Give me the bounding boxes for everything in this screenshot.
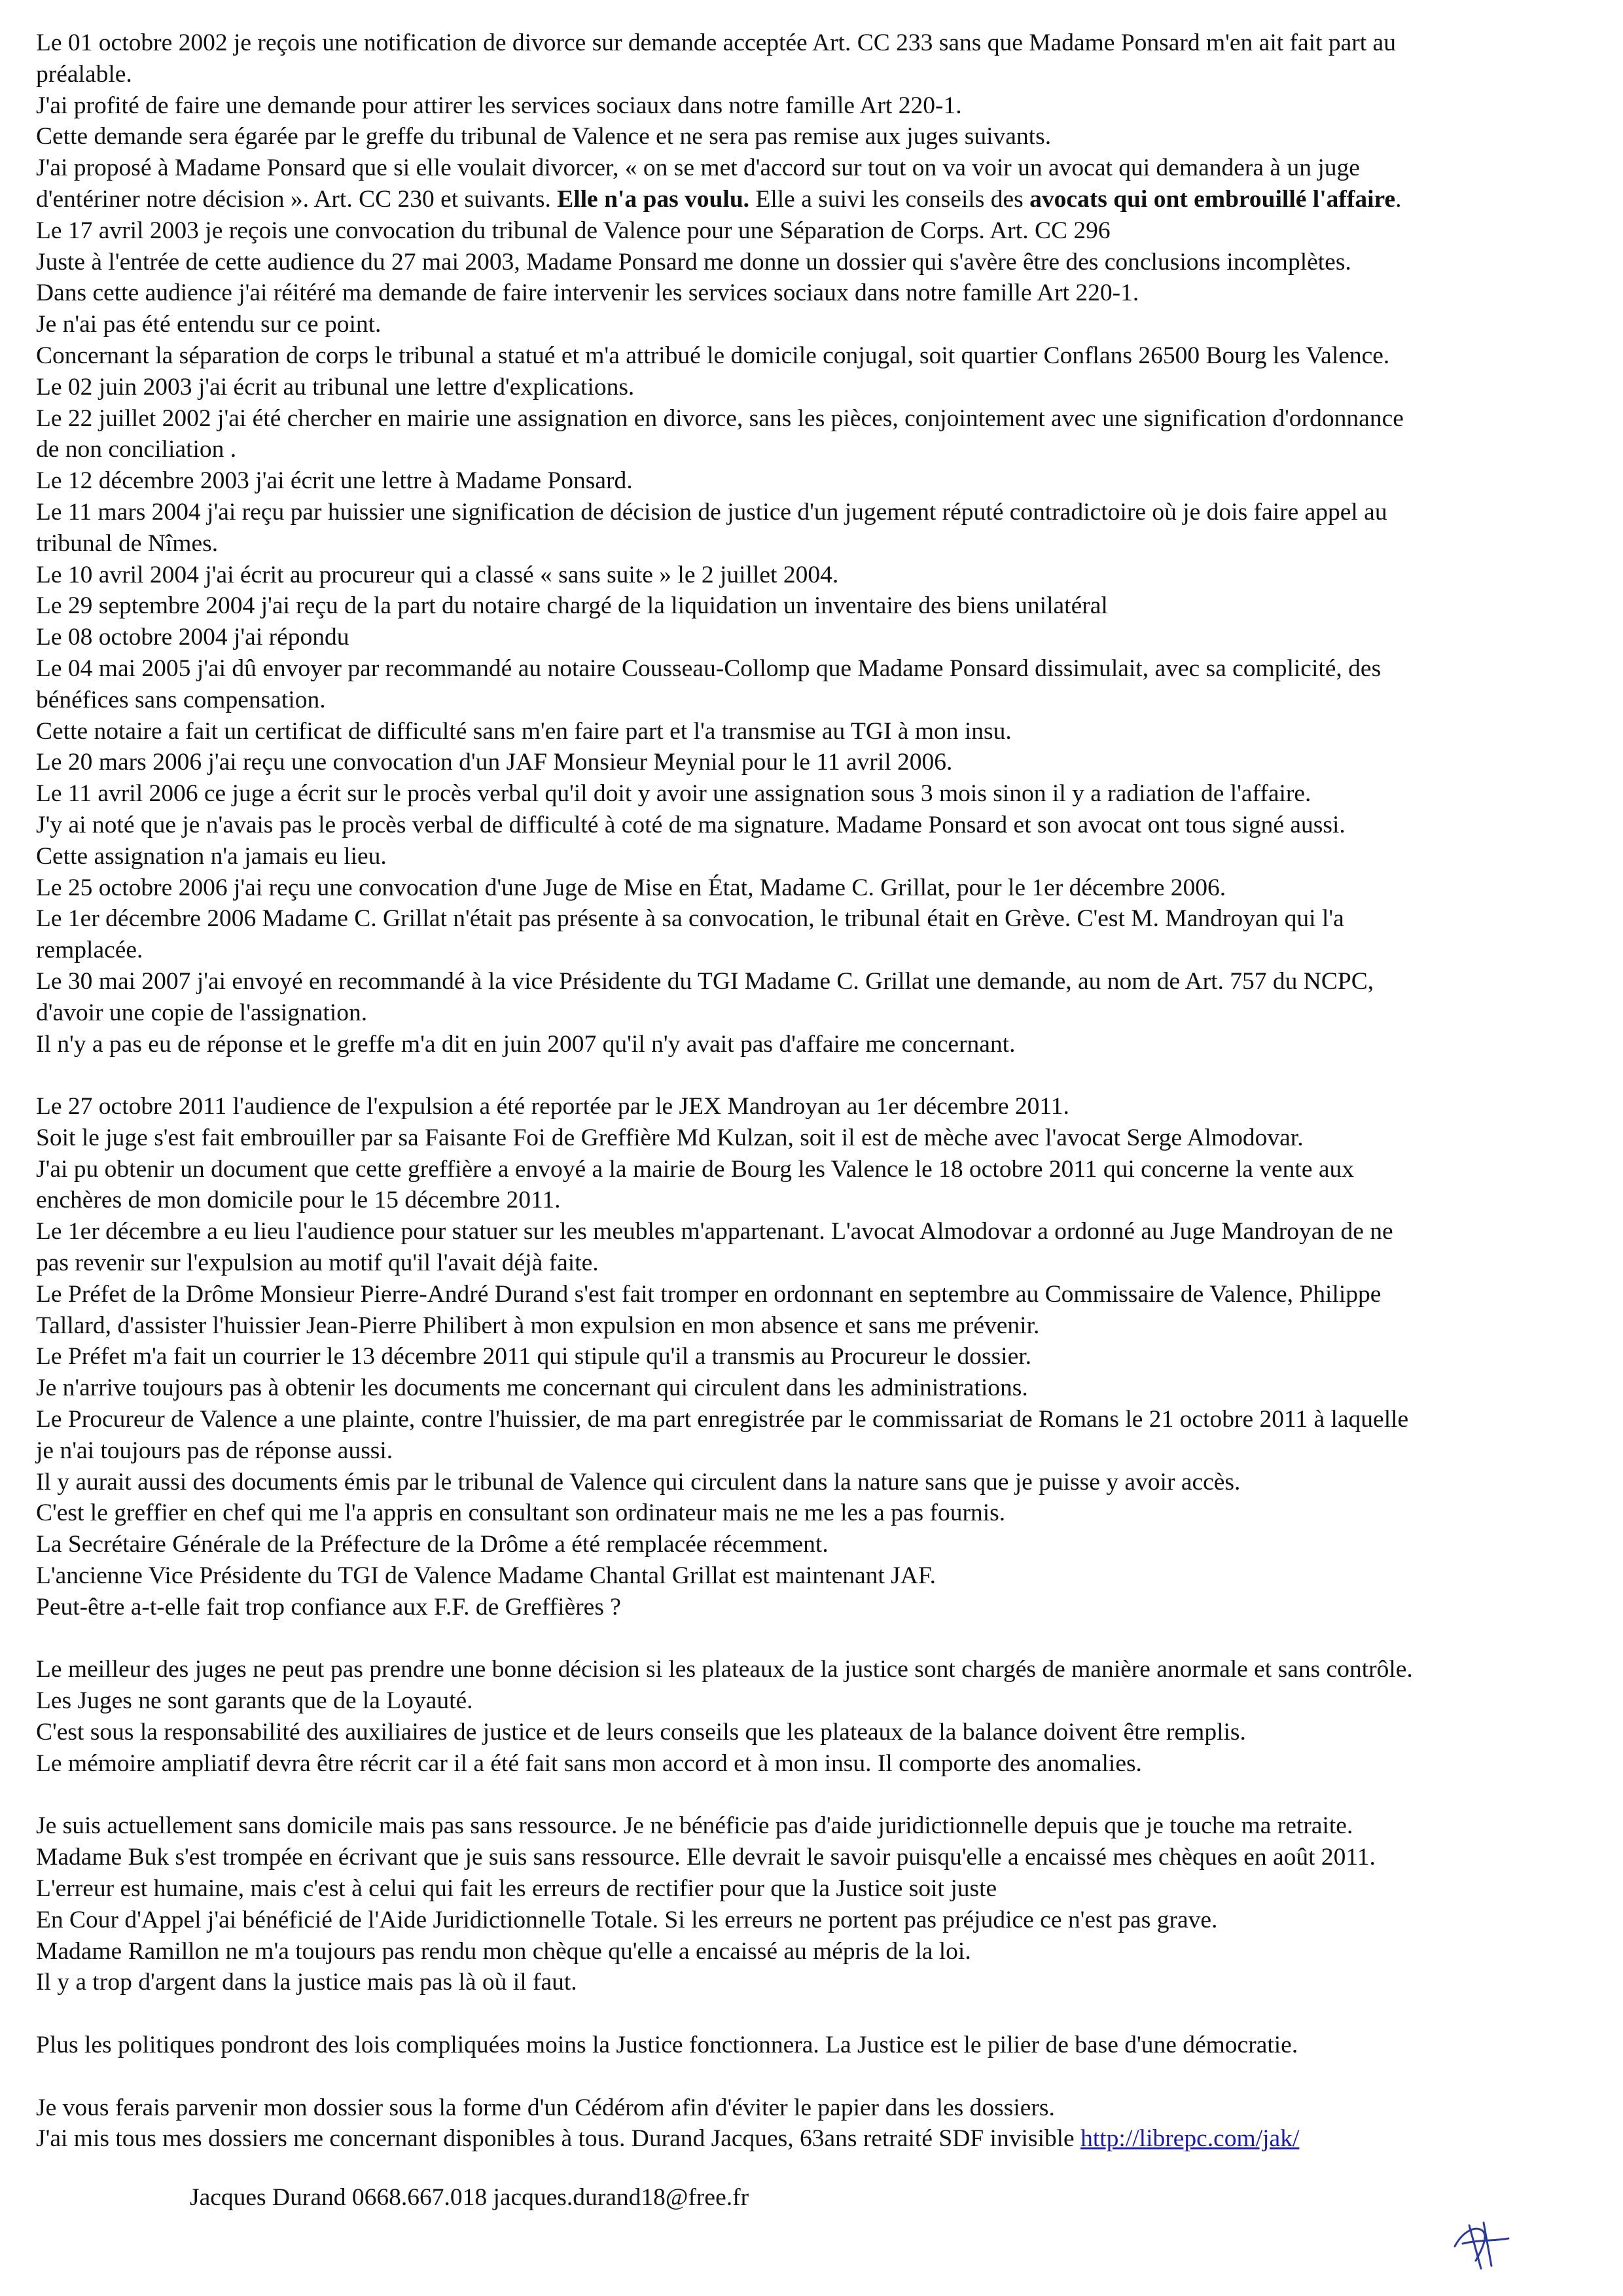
bold-emphasis: avocats qui ont embrouillé l'affaire — [1029, 185, 1396, 213]
text-line: Il n'y a pas eu de réponse et le greffe m'a dit en juin 2007 qu'il n'y avait pas d'affaire me concernant. — [36, 1030, 1016, 1058]
text-line: Le mémoire ampliatif devra être récrit car il a été fait sans mon accord et à mon insu. Il comporte des anomalies. — [36, 1749, 1142, 1777]
text-line: Cette notaire a fait un certificat de difficulté sans m'en faire part et l'a transmise au TGI à mon insu. — [36, 717, 1012, 745]
text-line: d'avoir une copie de l'assignation. — [36, 999, 368, 1026]
text-line: Le 12 décembre 2003 j'ai écrit une lettre à Madame Ponsard. — [36, 467, 633, 495]
text-line: Le 27 octobre 2011 l'audience de l'expulsion a été reportée par le JEX Mandroyan au 1er décembre 2011. — [36, 1093, 1069, 1121]
text-line: Peut-être a-t-elle fait trop confiance aux F.F. de Greffières ? — [36, 1593, 621, 1621]
text-line: J'y ai noté que je n'avais pas le procès verbal de difficulté à coté de ma signature. Madame Ponsard et son avocat ont tous signé aussi. — [36, 811, 1346, 838]
text-line: Le Préfet m'a fait un courrier le 13 décembre 2011 qui stipule qu'il a transmis au Procureur le dossier. — [36, 1343, 1032, 1371]
letter-body — [36, 27, 1567, 2155]
paragraph-gap — [36, 2061, 1567, 2092]
text-segment: J'ai mis tous mes dossiers me concernant disponibles à tous. Durand Jacques, 63ans retraité SDF invisible — [36, 2125, 1081, 2153]
text-line: tribunal de Nîmes. — [36, 529, 219, 557]
text-line: Il y a trop d'argent dans la justice mais pas là où il faut. — [36, 1969, 577, 1996]
paragraph-gap — [36, 1780, 1567, 1811]
text-line: Juste à l'entrée de cette audience du 27 mai 2003, Madame Ponsard me donne un dossier qui s'avère être des conclusions incomplètes. — [36, 248, 1351, 276]
paragraph-gap — [36, 1623, 1567, 1655]
text-line: Je n'arrive toujours pas à obtenir les documents me concernant qui circulent dans les administrations. — [36, 1374, 1028, 1402]
text-line: Le 10 avril 2004 j'ai écrit au procureur qui a classé « sans suite » le 2 juillet 2004. — [36, 561, 839, 588]
text-line — [36, 2123, 1567, 2155]
text-line: Le 11 avril 2006 ce juge a écrit sur le procès verbal qu'il doit y avoir une assignation sous 3 mois sinon il y a radiation de l'affaire. — [36, 780, 1311, 808]
text-line: Je vous ferais parvenir mon dossier sous la forme d'un Cédérom afin d'éviter le papier dans les dossiers. — [36, 2094, 1055, 2121]
handwritten-initials-mark — [1443, 2206, 1515, 2278]
text-segment: d'entériner notre décision ». Art. CC 230 et suivants. — [36, 185, 558, 213]
text-line: préalable. — [36, 60, 132, 88]
text-line: Le 1er décembre 2006 Madame C. Grillat n'était pas présente à sa convocation, le tribunal était en Grève. C'est M. Mandroyan qui l'a — [36, 905, 1344, 933]
text-line: En Cour d'Appel j'ai bénéficié de l'Aide Juridictionnelle Totale. Si les erreurs ne portent pas préjudice ce n'est pas grave. — [36, 1906, 1218, 1933]
text-line: La Secrétaire Générale de la Préfecture de la Drôme a été remplacée récemment. — [36, 1531, 829, 1558]
text-line: C'est sous la responsabilité des auxiliaires de justice et de leurs conseils que les plateaux de la balance doivent être remplis. — [36, 1719, 1246, 1746]
text-line: Le 22 juillet 2002 j'ai été chercher en mairie une assignation en divorce, sans les pièces, conjointement avec une signification d'ordonnance — [36, 404, 1404, 432]
text-line: Le 1er décembre a eu lieu l'audience pour statuer sur les meubles m'appartenant. L'avocat Almodovar a ordonné au Juge Mandroyan de ne — [36, 1218, 1393, 1246]
paragraph-gap — [36, 1060, 1567, 1091]
text-segment: Elle a suivi les conseils des — [749, 185, 1030, 213]
text-line: C'est le greffier en chef qui me l'a appris en consultant son ordinateur mais ne me les a pas fournis. — [36, 1499, 1006, 1527]
text-line: L'erreur est humaine, mais c'est à celui qui fait les erreurs de rectifier pour que la Justice soit juste — [36, 1875, 997, 1903]
paragraph-gap — [36, 1998, 1567, 2030]
signature-line: Jacques Durand 0668.667.018 jacques.durand18@free.fr — [190, 2184, 749, 2211]
text-line: bénéfices sans compensation. — [36, 686, 326, 713]
text-line: Le 01 octobre 2002 je reçois une notification de divorce sur demande acceptée Art. CC 233 sans que Madame Ponsard m'en ait fait part au — [36, 29, 1396, 56]
text-line: je n'ai toujours pas de réponse aussi. — [36, 1437, 393, 1464]
text-line: Cette demande sera égarée par le greffe du tribunal de Valence et ne sera pas remise aux juges suivants. — [36, 123, 1052, 151]
text-line: enchères de mon domicile pour le 15 décembre 2011. — [36, 1187, 561, 1214]
text-line: Le 04 mai 2005 j'ai dû envoyer par recommandé au notaire Cousseau-Collomp que Madame Ponsard dissimulait, avec sa complicité, des — [36, 655, 1382, 682]
text-line: de non conciliation . — [36, 436, 237, 463]
text-line: Le 25 octobre 2006 j'ai reçu une convocation d'une Juge de Mise en État, Madame C. Grillat, pour le 1er décembre 2006. — [36, 874, 1226, 901]
bold-emphasis: Elle n'a pas voulu. — [557, 185, 750, 213]
text-line: J'ai pu obtenir un document que cette greffière a envoyé a la mairie de Bourg les Valence le 18 octobre 2011 qui concerne la vente aux — [36, 1155, 1354, 1183]
text-line: Le 11 mars 2004 j'ai reçu par huissier une signification de décision de justice d'un jugement réputé contradictoire où je dois faire appel au — [36, 498, 1387, 526]
text-line: Plus les politiques pondront des lois compliquées moins la Justice fonctionnera. La Justice est le pilier de base d'une démocratie. — [36, 2032, 1298, 2058]
text-line: Le 08 octobre 2004 j'ai répondu — [36, 624, 349, 651]
text-line: remplacée. — [36, 937, 143, 964]
text-line: Madame Ramillon ne m'a toujours pas rendu mon chèque qu'elle a encaissé au mépris de la loi. — [36, 1937, 971, 1965]
text-line: Les Juges ne sont garants que de la Loyauté. — [36, 1687, 473, 1715]
text-line: J'ai proposé à Madame Ponsard que si elle voulait divorcer, « on se met d'accord sur tout on va voir un avocat qui demandera à un juge — [36, 154, 1360, 182]
text-line: Il y aurait aussi des documents émis par le tribunal de Valence qui circulent dans la nature sans que je puisse y avoir accès. — [36, 1468, 1241, 1496]
text-line: Le 29 septembre 2004 j'ai reçu de la part du notaire chargé de la liquidation un inventaire des biens unilatéral — [36, 592, 1108, 620]
text-line: Le 20 mars 2006 j'ai reçu une convocation d'un JAF Monsieur Meynial pour le 11 avril 2006. — [36, 749, 953, 776]
text-line: Le meilleur des juges ne peut pas prendre une bonne décision si les plateaux de la justice sont chargés de manière anormale et sans contrôle. — [36, 1656, 1413, 1683]
text-segment: . — [1395, 185, 1402, 213]
text-line: Le 17 avril 2003 je reçois une convocation du tribunal de Valence pour une Séparation de Corps. Art. CC 296 — [36, 217, 1111, 244]
text-line: Madame Buk s'est trompée en écrivant que je suis sans ressource. Elle devrait le savoir puisqu'elle a encaissé mes chèques en août 2011. — [36, 1844, 1376, 1871]
text-line — [36, 184, 1567, 215]
text-line: Soit le juge s'est fait embrouiller par sa Faisante Foi de Greffière Md Kulzan, soit il est de mèche avec l'avocat Serge Almodovar. — [36, 1124, 1304, 1151]
text-line: pas revenir sur l'expulsion au motif qu'il l'avait déjà faite. — [36, 1249, 599, 1277]
text-line: Tallard, d'assister l'huissier Jean-Pierre Philibert à mon expulsion en mon absence et sans me prévenir. — [36, 1312, 1040, 1339]
website-link[interactable]: http://librepc.com/jak/ — [1080, 2125, 1300, 2153]
text-line: Je n'ai pas été entendu sur ce point. — [36, 311, 382, 338]
text-line: Le 30 mai 2007 j'ai envoyé en recommandé à la vice Présidente du TGI Madame C. Grillat une demande, au nom de Art. 757 du NCPC, — [36, 967, 1374, 995]
text-line: Je suis actuellement sans domicile mais pas sans ressource. Je ne bénéficie pas d'aide juridictionnelle depuis que je touche ma retraite. — [36, 1812, 1353, 1840]
text-line: Dans cette audience j'ai réitéré ma demande de faire intervenir les services sociaux dans notre famille Art 220-1. — [36, 279, 1139, 307]
text-line: L'ancienne Vice Présidente du TGI de Valence Madame Chantal Grillat est maintenant JAF. — [36, 1562, 936, 1590]
text-line: J'ai profité de faire une demande pour attirer les services sociaux dans notre famille Art 220-1. — [36, 92, 962, 119]
text-line: Le 02 juin 2003 j'ai écrit au tribunal une lettre d'explications. — [36, 373, 635, 401]
text-line: Le Procureur de Valence a une plainte, contre l'huissier, de ma part enregistrée par le commissariat de Romans le 21 octobre 2011 à laquelle — [36, 1406, 1409, 1433]
text-line: Le Préfet de la Drôme Monsieur Pierre-André Durand s'est fait tromper en ordonnant en septembre au Commissaire de Valence, Philippe — [36, 1280, 1382, 1308]
text-line: Cette assignation n'a jamais eu lieu. — [36, 842, 387, 870]
text-line: Concernant la séparation de corps le tribunal a statué et m'a attribué le domicile conjugal, soit quartier Conflans 26500 Bourg les Valence. — [36, 342, 1390, 369]
